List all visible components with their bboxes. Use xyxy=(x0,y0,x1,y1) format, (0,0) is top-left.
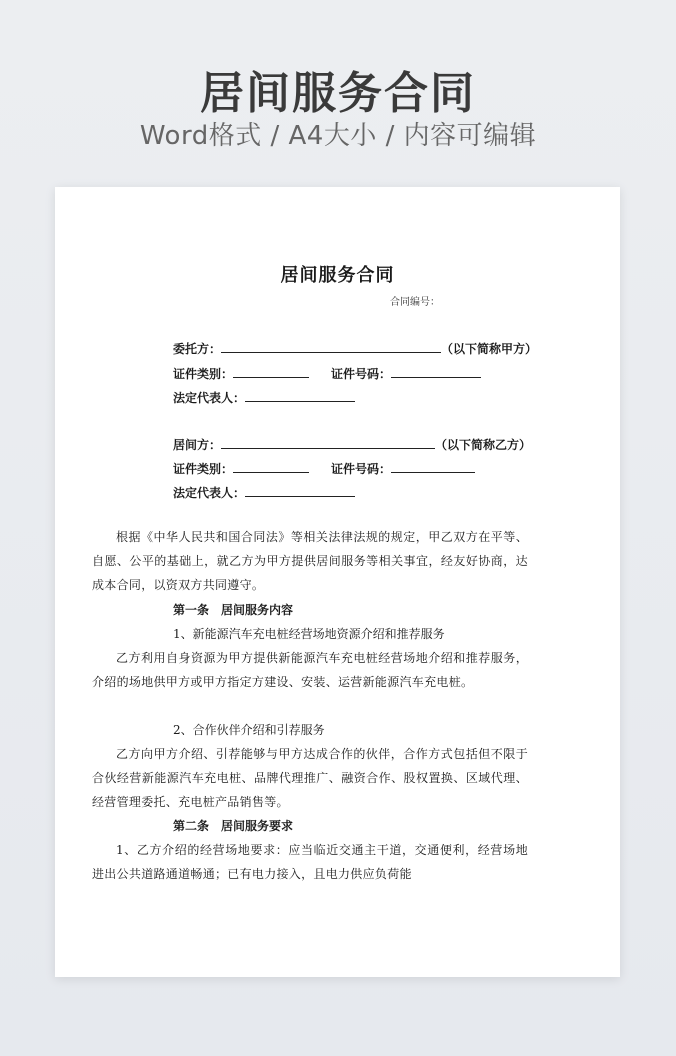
party-b-id-no-label: 证件号码： xyxy=(331,462,392,476)
intro-paragraph: 根据《中华人民共和国合同法》等相关法律法规的规定，甲乙双方在平等、自愿、公平的基础上，就乙方为甲方提供居间服务等相关事宜，经友好协商，达成本合同，以资双方共同遵守。 xyxy=(92,530,528,592)
banner-title: 居间服务合同 xyxy=(200,68,476,119)
article-2-heading: 第二条 居间服务要求 xyxy=(173,819,294,833)
party-a-id-no-field[interactable] xyxy=(391,365,481,378)
party-b-id-type-field[interactable] xyxy=(233,460,309,473)
party-a-suffix: （以下简称甲方） xyxy=(441,342,538,356)
party-a-rep-label: 法定代表人： xyxy=(173,391,246,405)
party-b-rep-label: 法定代表人： xyxy=(173,486,246,500)
party-a-name-field[interactable] xyxy=(221,340,441,353)
party-a-rep-field[interactable] xyxy=(245,389,355,402)
party-a-id-no-label: 证件号码： xyxy=(331,367,392,381)
article-1-heading: 第一条 居间服务内容 xyxy=(173,603,294,617)
party-a-id-row xyxy=(173,365,481,382)
party-b-id-no-field[interactable] xyxy=(391,460,475,473)
party-b-id-row xyxy=(173,460,475,477)
item-1-2-heading: 2、合作伙伴介绍和引荐服务 xyxy=(173,723,325,737)
party-a-row xyxy=(173,340,537,357)
party-b-rep-field[interactable] xyxy=(245,484,355,497)
document-page xyxy=(55,187,620,977)
party-b-rep-row xyxy=(173,484,355,501)
party-b-label: 居间方： xyxy=(173,438,222,452)
party-a-rep-row xyxy=(173,389,355,406)
party-b-row xyxy=(173,436,531,453)
item-1-2-paragraph: 乙方向甲方介绍、引荐能够与甲方达成合作的伙伴，合作方式包括但不限于合伙经营新能源汽车充电桩、品牌代理推广、融资合作、股权置换、区域代理、经营管理委托、充电桩产品销售等。 xyxy=(92,747,528,809)
party-a-id-type-label: 证件类别： xyxy=(173,367,234,381)
item-1-1-heading: 1、新能源汽车充电桩经营场地资源介绍和推荐服务 xyxy=(173,627,445,641)
party-b-name-field[interactable] xyxy=(221,436,435,449)
party-b-suffix: （以下简称乙方） xyxy=(435,438,532,452)
banner xyxy=(0,0,676,180)
party-a-label: 委托方： xyxy=(173,342,222,356)
party-b-id-type-label: 证件类别： xyxy=(173,462,234,476)
item-1-1-paragraph: 乙方利用自身资源为甲方提供新能源汽车充电桩经营场地介绍和推荐服务，介绍的场地供甲方或甲方指定方建设、安装、运营新能源汽车充电桩。 xyxy=(92,651,528,689)
party-a-id-type-field[interactable] xyxy=(233,365,309,378)
contract-number-label: 合同编号： xyxy=(390,297,440,308)
document-title: 居间服务合同 xyxy=(280,265,395,286)
item-2-1-paragraph: 1、乙方介绍的经营场地要求：应当临近交通主干道，交通便利，经营场地进出公共道路通道畅通；已有电力接入，且电力供应负荷能 xyxy=(92,843,528,881)
banner-subtitle: Word格式 / A4大小 / 内容可编辑 xyxy=(139,121,537,151)
